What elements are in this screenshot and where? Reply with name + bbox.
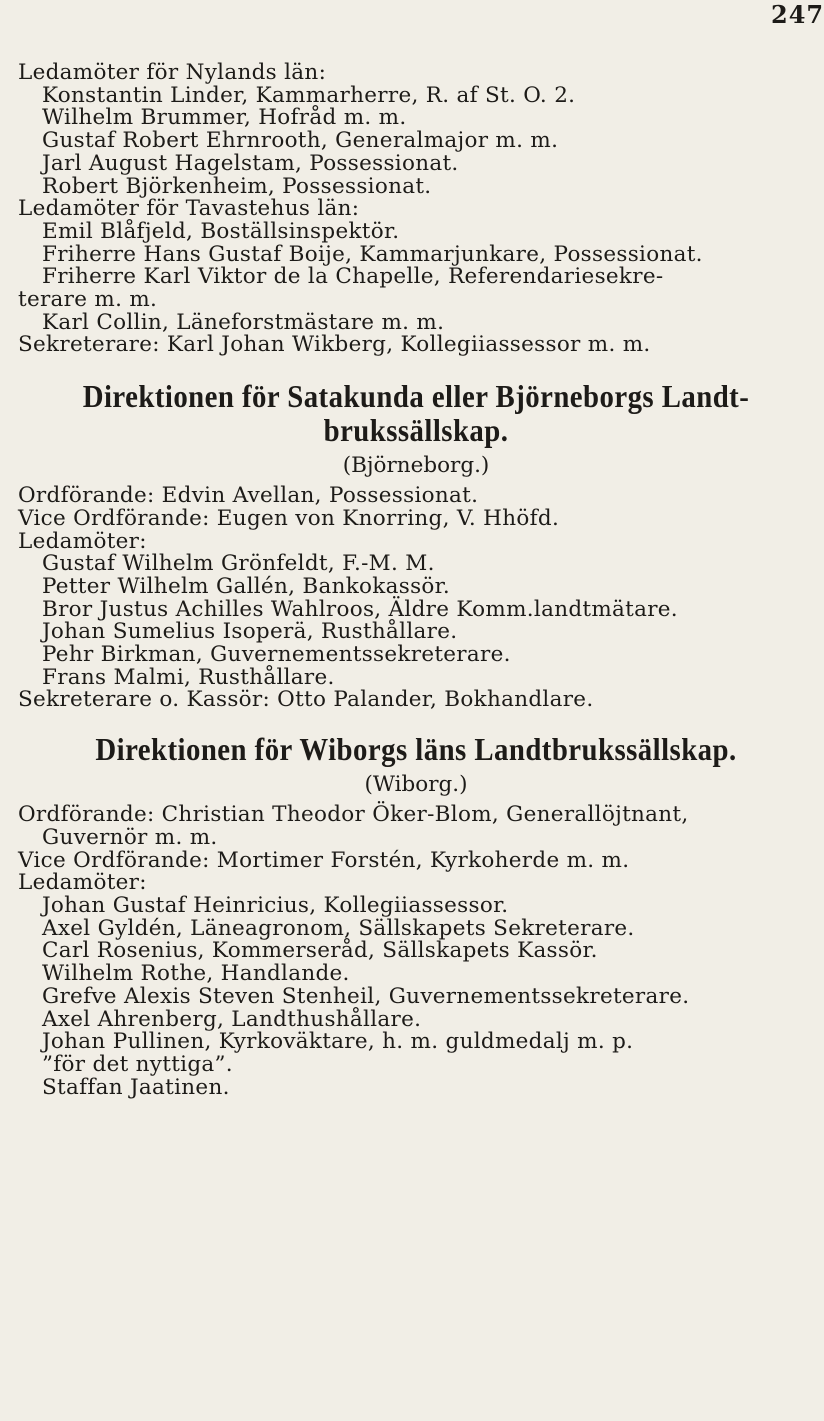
tavastehus-member: Friherre Karl Viktor de la Chapelle, Referendariesekre- xyxy=(42,264,664,290)
wiborg-member: Wilhelm Rothe, Handlande. xyxy=(42,961,350,987)
wiborg-members-header: Ledamöter: xyxy=(18,870,147,896)
satakunda-chairman: Ordförande: Edvin Avellan, Possessionat. xyxy=(18,483,479,509)
tavastehus-member: Friherre Hans Gustaf Boije, Kammarjunkare, Possessionat. xyxy=(42,241,703,267)
nyland-member: Gustaf Robert Ehrnrooth, Generalmajor m. m. xyxy=(42,128,559,154)
wiborg-member: Axel Ahrenberg, Landthushållare. xyxy=(42,1006,422,1032)
wiborg-chairman: Ordförande: Christian Theodor Öker-Blom, Generallöjtnant, xyxy=(18,802,689,828)
satakunda-member: Gustaf Wilhelm Grönfeldt, F.-M. M. xyxy=(42,551,435,577)
wiborg-member: Axel Gyldén, Läneagronom, Sällskapets Sekreterare. xyxy=(42,915,635,941)
wiborg-member: Grefve Alexis Steven Stenheil, Guvernementssekreterare. xyxy=(42,983,690,1009)
tavastehus-secretary: Sekreterare: Karl Johan Wikberg, Kollegiiassessor m. m. xyxy=(18,332,651,358)
tavastehus-header: Ledamöter för Tavastehus län: xyxy=(18,196,360,222)
nyland-member: Konstantin Linder, Kammarherre, R. af St. O. 2. xyxy=(42,82,576,108)
wiborg-member: Johan Gustaf Heinricius, Kollegiiassessor. xyxy=(42,892,509,918)
satakunda-member: Bror Justus Achilles Wahlroos, Äldre Komm.landtmätare. xyxy=(42,596,678,622)
wiborg-member: Carl Rosenius, Kommerseråd, Sällskapets Kassör. xyxy=(42,938,598,964)
wiborg-member: Johan Pullinen, Kyrkoväktare, h. m. guldmedalj m. p. xyxy=(42,1029,634,1055)
wiborg-member-continued: ”för det nyttiga”. xyxy=(42,1051,233,1077)
page-content xyxy=(18,62,814,1099)
satakunda-member: Johan Sumelius Isoperä, Rusthållare. xyxy=(42,619,458,645)
satakunda-location: (Björneborg.) xyxy=(342,453,490,479)
nyland-header: Ledamöter för Nylands län: xyxy=(18,60,327,85)
tavastehus-member: Emil Blåfjeld, Boställsinspektör. xyxy=(42,218,400,244)
satakunda-member: Frans Malmi, Rusthållare. xyxy=(42,664,335,690)
satakunda-member: Petter Wilhelm Gallén, Bankokassör. xyxy=(42,573,451,599)
nyland-member: Robert Björkenheim, Possessionat. xyxy=(42,173,432,199)
satakunda-vice-chairman: Vice Ordförande: Eugen von Knorring, V. Hhöfd. xyxy=(18,505,560,531)
satakunda-heading-line2: brukssällskap. xyxy=(323,412,509,449)
satakunda-member: Pehr Birkman, Guvernementssekreterare. xyxy=(42,642,511,668)
wiborg-location: (Wiborg.) xyxy=(364,772,468,798)
tavastehus-member: Karl Collin, Läneforstmästare m. m. xyxy=(42,309,445,335)
wiborg-vice-chairman: Vice Ordförande: Mortimer Forstén, Kyrkoherde m. m. xyxy=(18,847,630,873)
satakunda-heading-line1: Direktionen för Satakunda eller Björneborgs Landt- xyxy=(82,378,750,415)
wiborg-member: Staffan Jaatinen. xyxy=(42,1074,230,1100)
wiborg-chairman-continued: Guvernör m. m. xyxy=(42,824,218,850)
satakunda-members-header: Ledamöter: xyxy=(18,528,147,554)
page-number: 247 xyxy=(771,0,824,29)
nyland-member: Wilhelm Brummer, Hofråd m. m. xyxy=(42,105,407,131)
satakunda-secretary: Sekreterare o. Kassör: Otto Palander, Bokhandlare. xyxy=(18,687,594,713)
wiborg-heading: Direktionen för Wiborgs läns Landtbrukssällskap. xyxy=(95,731,737,768)
tavastehus-member-continued: terare m. m. xyxy=(18,287,158,313)
nyland-member: Jarl August Hagelstam, Possessionat. xyxy=(42,150,459,176)
